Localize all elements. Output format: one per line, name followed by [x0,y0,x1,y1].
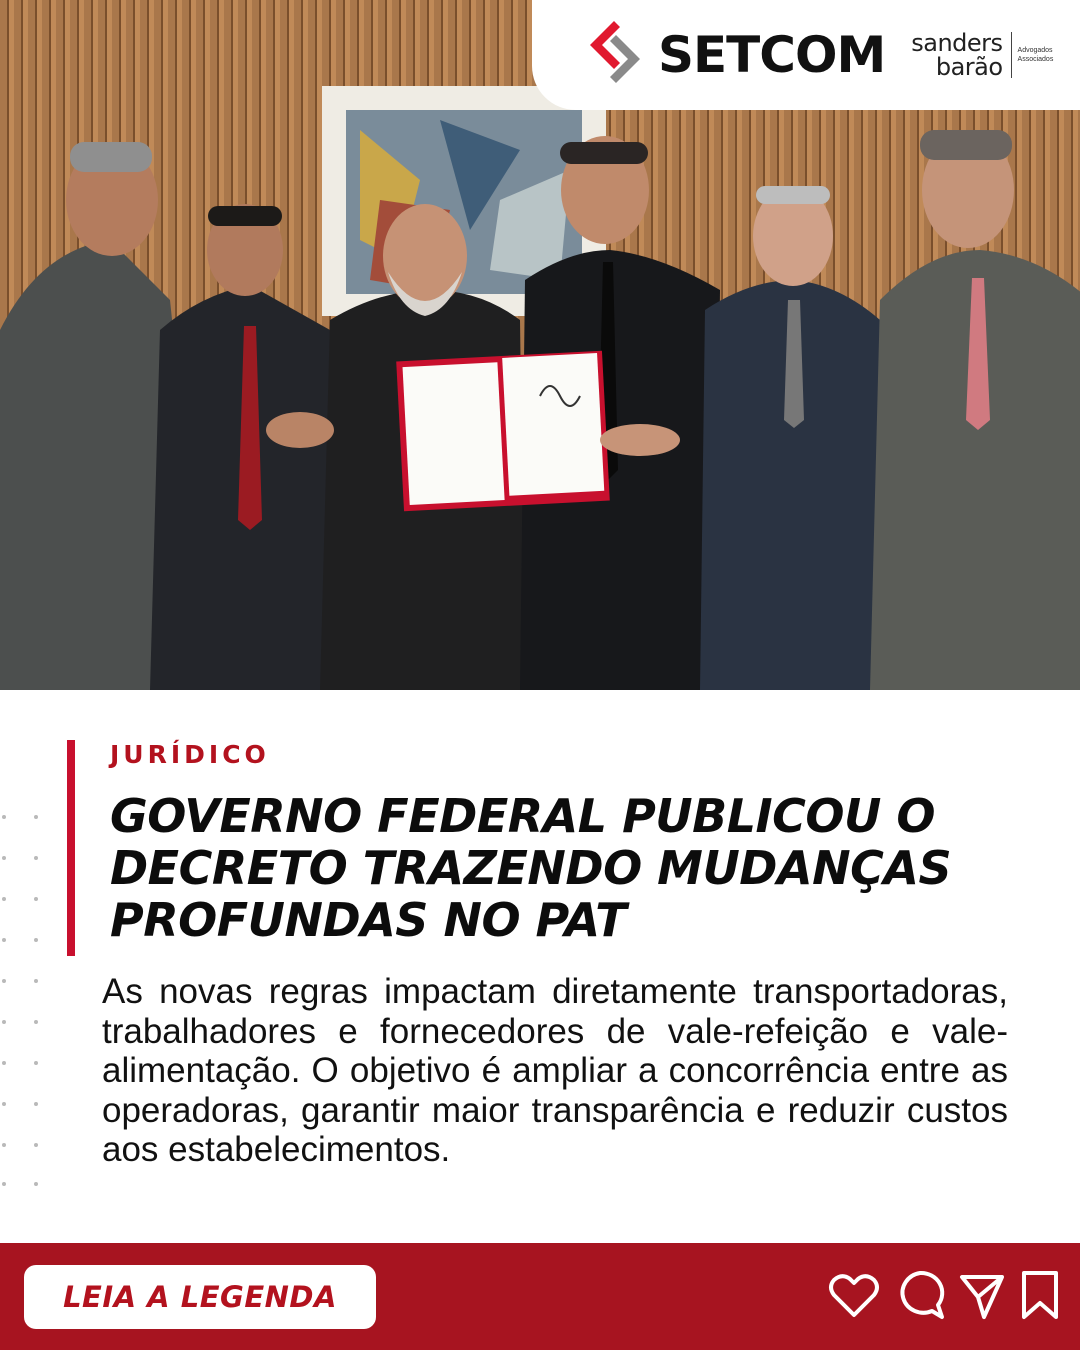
partner-logo [911,31,1053,79]
dot [2,1143,6,1147]
social-actions [826,1267,1064,1323]
headline: GOVERNO FEDERAL PUBLICOU O DECRETO TRAZENDO MUDANÇAS PROFUNDAS NO PAT [110,789,952,947]
person-5 [700,186,880,690]
footer-bar [0,1243,1080,1350]
category-label: JURÍDICO [110,740,270,769]
brand-name: SETCOM [658,26,886,84]
dot [34,856,38,860]
dot [34,938,38,942]
dot [2,979,6,983]
dot [2,815,6,819]
partner-subtitle [1018,46,1054,64]
dot [2,1020,6,1024]
heart-icon[interactable] [826,1267,882,1323]
setcom-logo-icon [580,17,644,93]
dot [34,1102,38,1106]
decorative-dots [0,812,40,1192]
dot [2,856,6,860]
read-caption-button[interactable]: LEIA A LEGENDA [24,1265,376,1329]
signed-decree-document [396,351,610,512]
headline-accent-bar [67,740,75,956]
body-text: As novas regras impactam diretamente transportadoras, trabalhadores e fornecedores de vale-refeição e vale-alimentação. O objetivo é ampliar a concorrência entre as operadoras, garantir maior transparência e reduzir custos aos estabelecimentos. [102,972,1008,1169]
partner-divider [1011,32,1012,78]
dot [2,897,6,901]
dot [34,1061,38,1065]
dot [34,979,38,983]
dot [2,1182,6,1186]
partner-subtitle-line1: Advogados [1017,47,1053,54]
dot [2,938,6,942]
dot [34,1182,38,1186]
header-logo-card [532,0,1080,110]
partner-subtitle-line2: Associados [1017,56,1054,63]
send-icon[interactable] [958,1267,1006,1323]
dot [34,1143,38,1147]
partner-name [911,31,1002,79]
dot [2,1102,6,1106]
person-6 [870,130,1080,690]
dot [34,815,38,819]
partner-name-line2: barão [935,53,1003,81]
bookmark-icon[interactable] [1016,1267,1064,1323]
dot [34,1020,38,1024]
dot [2,1061,6,1065]
comment-icon[interactable] [892,1267,948,1323]
dot [34,897,38,901]
partner-name-line1: sanders [911,29,1003,57]
